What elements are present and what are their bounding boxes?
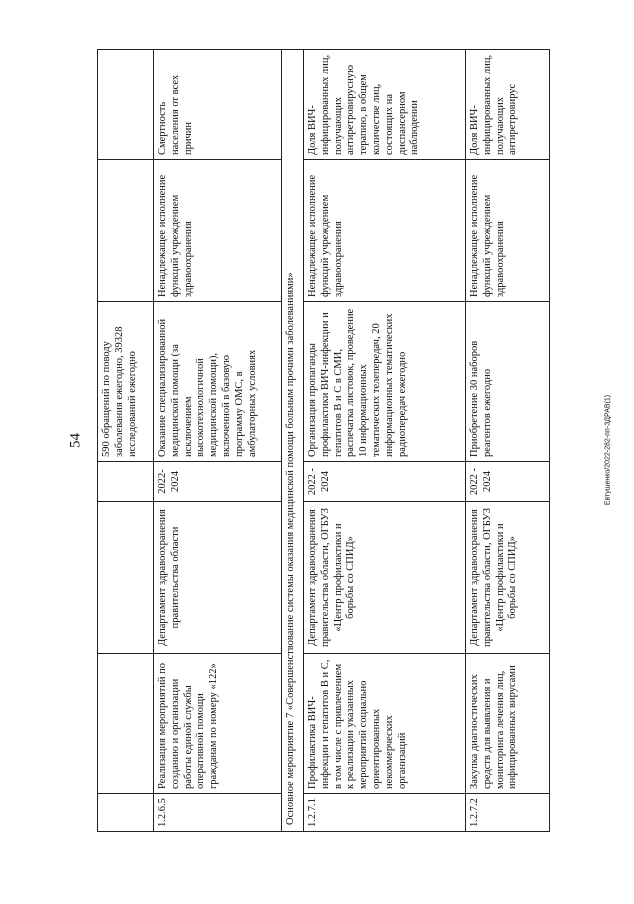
document-code-text: Евтушенко/2022-282-пп-ЗДРАВ(1)	[604, 394, 612, 506]
cell-activity: Реализация мероприятий по созданию и организации работы единой службы оперативной помощи гражданам по номеру «122»	[154, 654, 282, 794]
cell-risk: Ненадлежащее исполнение функций учреждением здравоохранения	[304, 160, 466, 302]
cell-indicator: Доля ВИЧ-инфицированных лиц, получающих антиретровирус	[466, 50, 550, 160]
page-number: 54	[67, 433, 84, 448]
cell-number: 1.2.7.1	[304, 794, 466, 832]
section-title: Основное мероприятие 7 «Совершенствование системы оказания медицинской помощи больным прочими заболеваниями»	[282, 50, 304, 832]
cell-risk: Ненадлежащее исполнение функций учреждением здравоохранения	[154, 160, 282, 302]
cell-risk: Ненадлежащее исполнение функций учреждением здравоохранения	[466, 160, 550, 302]
cell-indicator	[98, 50, 154, 160]
cell-activity: Профилактика ВИЧ-инфекции и гепатитов В и С, в том числе с привлечением к реализации указанных мероприятий социально ориентированных некоммерческих организаций	[304, 654, 466, 794]
cell-period: 2022 - 2024	[466, 462, 550, 502]
cell-executor: Департамент здравоохранения правительства области	[154, 502, 282, 654]
cell-activity: Закупка диагностических средств для выявления и мониторинга лечения лиц, инфицированных вирусами	[466, 654, 550, 794]
cell-number: 1.2.7.2	[466, 794, 550, 832]
table-row	[466, 50, 550, 832]
measures-table	[97, 49, 550, 832]
cell-activity	[98, 654, 154, 794]
cell-executor: Департамент здравоохранения правительства области, ОГБУЗ «Центр профилактики и борьбы со СПИД»	[304, 502, 466, 654]
table-row	[154, 50, 282, 832]
cell-number: 1.2.6.5	[154, 794, 282, 832]
rotated-table-wrapper	[97, 50, 549, 832]
cell-content: Организация пропаганды профилактики ВИЧ-инфекции и гепатитов В и С в СМИ, распечатка листовок, проведение 10 информационных тематических телепередач, 20 информационных тематических радиопередач ежегодно	[304, 302, 466, 462]
cell-number	[98, 794, 154, 832]
cell-period	[98, 462, 154, 502]
cell-risk	[98, 160, 154, 302]
cell-executor: Департамент здравоохранения правительства области, ОГБУЗ «Центр профилактики и борьбы со СПИД»	[466, 502, 550, 654]
table-row	[98, 50, 154, 832]
document-code	[598, 394, 618, 506]
cell-indicator: Доля ВИЧ-инфицированных лиц, получающих антиретровирусную терапию, в общем количестве лиц, состоящих на диспансерном наблюдении	[304, 50, 466, 160]
section-row	[282, 50, 304, 832]
cell-content: 590 обращений по поводу заболевания ежегодно, 39328 исследований ежегодно	[98, 302, 154, 462]
cell-executor	[98, 502, 154, 654]
cell-content: Оказание специализированной медицинской помощи (за исключением высокотехнологичной медицинской помощи), включенной в базовую программу ОМС, в амбулаторных условиях	[154, 302, 282, 462]
cell-content: Приобретение 30 наборов реагентов ежегодно	[466, 302, 550, 462]
table-row	[304, 50, 466, 832]
cell-period: 2022 - 2024	[304, 462, 466, 502]
cell-indicator: Смертность населения от всех причин	[154, 50, 282, 160]
cell-period: 2022-2024	[154, 462, 282, 502]
